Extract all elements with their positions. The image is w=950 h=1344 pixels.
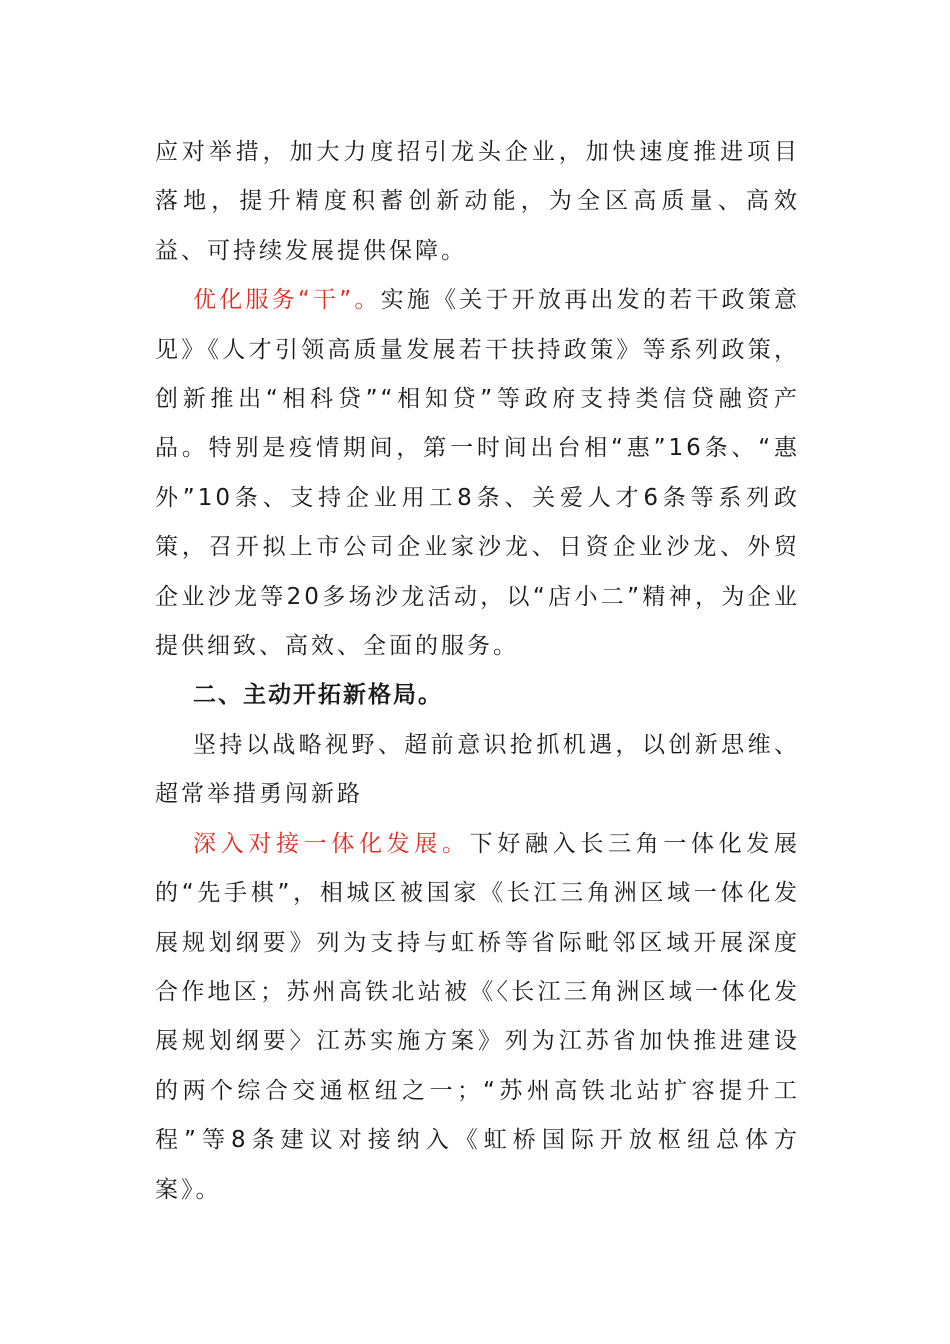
- paragraph-strategy: [155, 721, 800, 820]
- paragraph-text: 坚持以战略视野、超前意识抢抓机遇，以创新思维、超常举措勇闯新路: [155, 731, 800, 808]
- paragraph-optimize-service: [155, 276, 800, 671]
- paragraph-integration: [155, 820, 800, 1215]
- paragraph-lead-highlight: 深入对接一体化发展。: [193, 830, 470, 857]
- paragraph-text: 下好融入长三角一体化发展的“先手棋”，相城区被国家《长江三角洲区域一体化发展规划纲要》列为支持与虹桥等省际毗邻区域开展深度合作地区；苏州高铁北站被《〈长江三角洲区域一体化发展规划纲要〉江苏实施方案》列为江苏省加快推进建设的两个综合交通枢纽之一；“苏州高铁北站扩容提升工程”等8条建议对接纳入《虹桥国际开放枢纽总体方案》。: [155, 830, 801, 1203]
- paragraph-lead-highlight: 优化服务“干”。: [193, 287, 381, 314]
- paragraph-text: 应对举措，加大力度招引龙头企业，加快速度推进项目落地，提升精度积蓄创新动能，为全区高质量、高效益、可持续发展提供保障。: [155, 139, 800, 264]
- paragraph-text: 实施《关于开放再出发的若干政策意见》《人才引领高质量发展若干扶持政策》等系列政策，创新推出“相科贷”“相知贷”等政府支持类信贷融资产品。特别是疫情期间，第一时间出台相“惠”16条、“惠外”10条、支持企业用工8条、关爱人才6条等系列政策，召开拟上市公司企业家沙龙、日资企业沙龙、外贸企业沙龙等20多场沙龙活动，以“店小二”精神，为企业提供细致、高效、全面的服务。: [155, 287, 800, 660]
- section-heading: [155, 671, 800, 720]
- paragraph-continuation: [155, 128, 800, 276]
- document-body: [155, 128, 800, 1215]
- section-heading-text: 二、主动开拓新格局。: [193, 682, 443, 709]
